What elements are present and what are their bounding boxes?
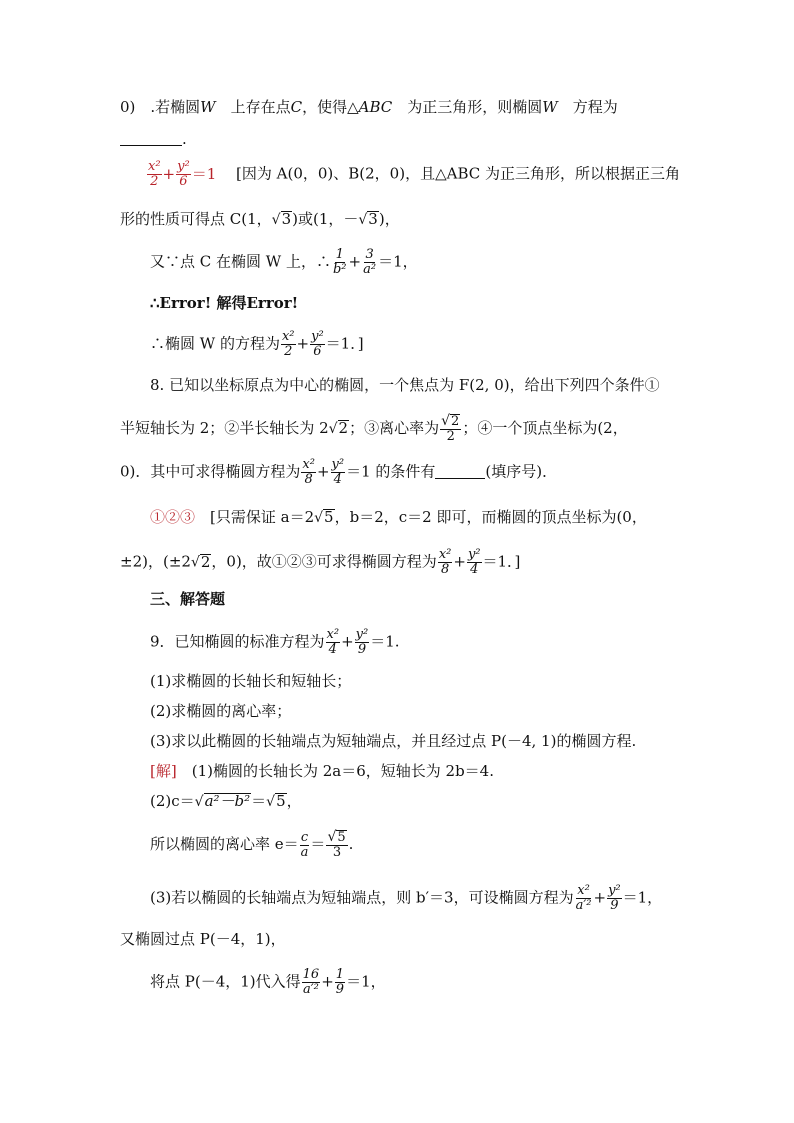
answer-blank-2 <box>435 464 485 479</box>
line-23: 将点 P(－4，1)代入得 $\frac{16}{\text{a′²}}$ + $\frac{1}{9}$ ＝1， <box>150 967 386 997</box>
line-9: 半短轴长为 2；②半长轴长为 2√2；③离心率为 $\frac{√2}{2}$ ；④一个顶点坐标为(2， <box>120 413 628 444</box>
line-22: 又椭圆过点 P(－4，1)， <box>120 930 286 948</box>
line-18: [解] (1)椭圆的长轴长为 2a＝6，短轴长为 2b＝4. <box>150 762 494 780</box>
line-20: 所以椭圆的离心率 e＝ $\frac{c}{a}$ ＝ $\frac{√5}{3}$ . <box>150 829 354 860</box>
answer-choices: ①②③ <box>150 508 196 526</box>
line-7: ∴椭圆 W 的方程为 $\frac{\text{x²}}{2}$ + $\frac{\text{y²}}{6}$ ＝1．] <box>150 329 364 359</box>
answer-blank <box>120 131 182 146</box>
solution-tag: [解] <box>150 762 177 780</box>
line-6: ∴Error! 解得Error! <box>150 294 299 312</box>
line-10: 0)．其中可求得椭圆方程为 $\frac{\text{x²}}{8}$ + $\frac{\text{y²}}{4}$ ＝1 的条件有 (填序号)． <box>120 457 558 487</box>
answer-formula: $\frac{\text{x²}}{2}$ + $\frac{\text{y²}}{6}$ ＝1 <box>148 159 217 189</box>
line-4: 形的性质可得点 C(1，√3)或(1，－√3)， <box>120 210 400 228</box>
line-8: 8. 已知以坐标原点为中心的椭圆，一个焦点为 F(2, 0)，给出下列四个条件① <box>150 376 660 394</box>
section-heading: 三、解答题 <box>150 590 226 608</box>
line-21: (3)若以椭圆的长轴端点为短轴端点，则 b′＝3，可设椭圆方程为 $\frac{\text{x²}}{\text{a′²}}$ + $\frac{\text{y²}}{9}$ ＝1， <box>150 883 663 913</box>
line-1: 0) .若椭圆W 上存在点C，使得△ABC 为正三角形，则椭圆W 方程为 <box>120 98 618 116</box>
line-12: ±2)，(±2√2，0)，故①②③可求得椭圆方程为 $\frac{\text{x²}}{8}$ + $\frac{\text{y²}}{4}$ ＝1．] <box>120 547 521 577</box>
line-14: 9．已知椭圆的标准方程为 $\frac{\text{x²}}{4}$ + $\frac{\text{y²}}{9}$ ＝1. <box>150 627 400 657</box>
line-16: (2)求椭圆的离心率； <box>150 702 292 720</box>
line-17: (3)求以此椭圆的长轴端点为短轴端点，并且经过点 P(－4, 1)的椭圆方程. <box>150 732 637 750</box>
line-2: . <box>120 128 187 150</box>
line-5: 又∵点 C 在椭圆 W 上，∴ $\frac{1}{\text{b²}}$ + $\frac{3}{\text{a²}}$ ＝1， <box>150 247 418 277</box>
line-15: (1)求椭圆的长轴长和短轴长； <box>150 672 352 690</box>
line-3: $\frac{\text{x²}}{2}$ + $\frac{\text{y²}}{6}$ ＝1 [因为 A(0，0)、B(2，0)，且△ABC 为正三角形，所以根据正三角 <box>148 159 680 189</box>
line-19: (2)c＝√a²－b²＝√5， <box>150 792 302 810</box>
line-11: ①②③ [只需保证 a＝2√5，b＝2，c＝2 即可，而椭圆的顶点坐标为(0， <box>150 508 647 526</box>
